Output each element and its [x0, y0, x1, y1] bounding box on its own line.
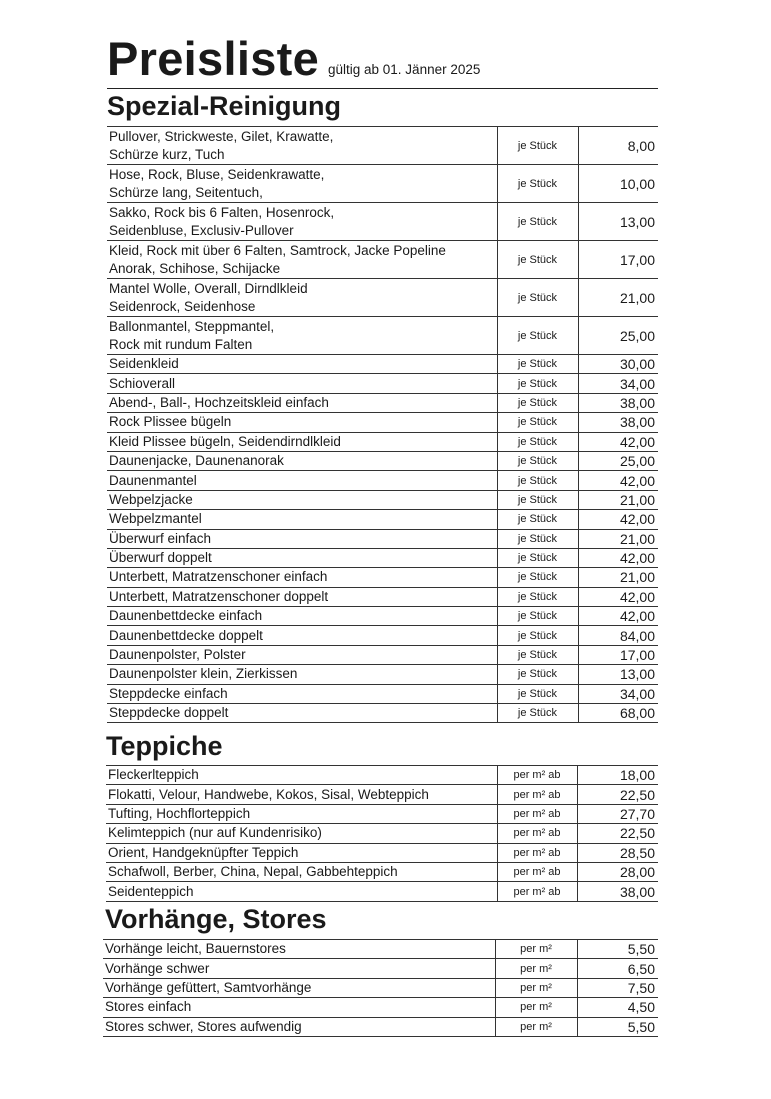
item-unit: je Stück [497, 587, 578, 606]
item-description [103, 959, 495, 978]
description-line: Seidenrock, Seidenhose [109, 298, 256, 314]
item-unit: je Stück [497, 413, 578, 432]
item-unit: je Stück [497, 607, 578, 626]
description-line: Ballonmantel, Steppmantel, [109, 318, 275, 334]
item-description [103, 978, 495, 997]
table-row [107, 548, 658, 567]
item-description [107, 241, 497, 279]
item-unit: per m² ab [497, 785, 577, 804]
item-price: 68,00 [578, 704, 658, 723]
table-row [106, 824, 658, 843]
item-unit: je Stück [497, 317, 578, 355]
item-price: 7,50 [577, 978, 658, 997]
item-price: 42,00 [578, 587, 658, 606]
item-unit: je Stück [497, 665, 578, 684]
table-row [107, 684, 658, 703]
item-price: 21,00 [578, 568, 658, 587]
item-price: 10,00 [578, 165, 658, 203]
description-line: Daunenpolster, Polster [109, 647, 246, 663]
description-line: Schafwoll, Berber, China, Nepal, Gabbehteppich [108, 864, 398, 880]
item-price: 27,70 [577, 804, 658, 823]
description-line: Steppdecke doppelt [109, 705, 229, 721]
description-line: Anorak, Schihose, Schijacke [109, 260, 281, 276]
item-unit: je Stück [497, 471, 578, 490]
item-price: 13,00 [578, 665, 658, 684]
description-line: Seidenbluse, Exclusiv-Pullover [109, 222, 294, 238]
item-unit: je Stück [497, 626, 578, 645]
description-line: Seidenkleid [109, 356, 179, 372]
item-price: 42,00 [578, 548, 658, 567]
table-row [103, 998, 658, 1017]
table-row [103, 940, 658, 959]
item-unit: je Stück [497, 355, 578, 374]
item-unit: per m² [495, 998, 577, 1017]
item-unit: per m² ab [497, 882, 577, 901]
item-price: 25,00 [578, 317, 658, 355]
description-line: Kleid, Rock mit über 6 Falten, Samtrock, Jacke Popeline [109, 242, 446, 258]
item-price: 17,00 [578, 645, 658, 664]
section-title-teppiche: Teppiche [106, 731, 223, 761]
item-price: 4,50 [577, 998, 658, 1017]
description-line: Kleid Plissee bügeln, Seidendirndlkleid [109, 433, 341, 449]
table-row [107, 665, 658, 684]
description-line: Daunenpolster klein, Zierkissen [109, 666, 298, 682]
table-row [107, 203, 658, 241]
item-price: 30,00 [578, 355, 658, 374]
table-row [107, 432, 658, 451]
item-description [107, 548, 497, 567]
item-price: 13,00 [578, 203, 658, 241]
item-unit: je Stück [497, 393, 578, 412]
item-unit: per m² ab [497, 766, 577, 785]
page-title: Preisliste [107, 32, 320, 85]
table-row [103, 1017, 658, 1036]
item-price: 42,00 [578, 607, 658, 626]
item-description [107, 393, 497, 412]
table-row [106, 882, 658, 901]
item-price: 34,00 [578, 374, 658, 393]
item-description [107, 607, 497, 626]
item-description [107, 568, 497, 587]
table-row [107, 607, 658, 626]
item-price: 18,00 [577, 766, 658, 785]
item-price: 17,00 [578, 241, 658, 279]
item-description [107, 203, 497, 241]
description-line: Schürze lang, Seitentuch, [109, 184, 263, 200]
item-unit: per m² ab [497, 804, 577, 823]
table-row [106, 804, 658, 823]
description-line: Stores schwer, Stores aufwendig [105, 1018, 302, 1034]
table-row [107, 279, 658, 317]
description-line: Daunenmantel [109, 472, 197, 488]
table-row [107, 393, 658, 412]
item-description [107, 704, 497, 723]
item-description [107, 127, 497, 165]
description-line: Daunenjacke, Daunenanorak [109, 453, 284, 469]
item-price: 42,00 [578, 432, 658, 451]
item-unit: per m² [495, 940, 577, 959]
item-unit: je Stück [497, 704, 578, 723]
item-description [107, 471, 497, 490]
table-row [107, 355, 658, 374]
item-price: 6,50 [577, 959, 658, 978]
table-row [106, 785, 658, 804]
table-row [107, 241, 658, 279]
item-unit: je Stück [497, 203, 578, 241]
item-price: 21,00 [578, 490, 658, 509]
item-description [107, 317, 497, 355]
description-line: Vorhänge gefüttert, Samtvorhänge [105, 979, 312, 995]
item-description [107, 374, 497, 393]
item-unit: per m² ab [497, 843, 577, 862]
item-unit: per m² [495, 1017, 577, 1036]
item-description [106, 785, 497, 804]
description-line: Fleckerlteppich [108, 767, 199, 783]
item-price: 5,50 [577, 940, 658, 959]
item-unit: je Stück [497, 568, 578, 587]
table-row [103, 959, 658, 978]
table-row [107, 471, 658, 490]
item-price: 38,00 [578, 413, 658, 432]
item-description [107, 432, 497, 451]
item-unit: per m² [495, 959, 577, 978]
item-unit: je Stück [497, 451, 578, 470]
item-description [107, 451, 497, 470]
table-row [106, 766, 658, 785]
item-unit: je Stück [497, 432, 578, 451]
description-line: Sakko, Rock bis 6 Falten, Hosenrock, [109, 204, 335, 220]
table-row [107, 587, 658, 606]
description-line: Unterbett, Matratzenschoner doppelt [109, 588, 329, 604]
item-description [106, 882, 497, 901]
item-price: 84,00 [578, 626, 658, 645]
section-title-spezial-reinigung: Spezial-Reinigung [107, 91, 342, 121]
table-row [107, 451, 658, 470]
description-line: Seidenteppich [108, 883, 194, 899]
header [107, 30, 658, 89]
table-row [107, 529, 658, 548]
item-description [103, 1017, 495, 1036]
item-description [106, 843, 497, 862]
section-title-vorhaenge-stores: Vorhänge, Stores [105, 904, 327, 934]
table-row [107, 626, 658, 645]
item-description [107, 413, 497, 432]
description-line: Kelimteppich (nur auf Kundenrisiko) [108, 825, 322, 841]
description-line: Tufting, Hochflorteppich [108, 805, 251, 821]
description-line: Rock mit rundum Falten [109, 336, 253, 352]
item-description [103, 940, 495, 959]
description-line: Schioverall [109, 375, 176, 391]
description-line: Webpelzmantel [109, 511, 202, 527]
item-unit: je Stück [497, 548, 578, 567]
item-unit: je Stück [497, 684, 578, 703]
item-unit: je Stück [497, 279, 578, 317]
description-line: Vorhänge leicht, Bauernstores [105, 941, 286, 957]
table-row [107, 165, 658, 203]
description-line: Vorhänge schwer [105, 960, 210, 976]
item-unit: je Stück [497, 374, 578, 393]
description-line: Daunenbettdecke doppelt [109, 627, 263, 643]
price-table-vorhaenge-stores [103, 939, 658, 1037]
item-price: 34,00 [578, 684, 658, 703]
description-line: Rock Plissee bügeln [109, 414, 232, 430]
item-unit: je Stück [497, 127, 578, 165]
description-line: Unterbett, Matratzenschoner einfach [109, 569, 328, 585]
item-unit: je Stück [497, 645, 578, 664]
description-line: Schürze kurz, Tuch [109, 146, 225, 162]
item-unit: je Stück [497, 510, 578, 529]
item-description [103, 998, 495, 1017]
item-unit: je Stück [497, 490, 578, 509]
item-price: 42,00 [578, 510, 658, 529]
item-price: 22,50 [577, 785, 658, 804]
item-description [106, 804, 497, 823]
description-line: Stores einfach [105, 999, 192, 1015]
table-row [107, 413, 658, 432]
item-unit: je Stück [497, 241, 578, 279]
item-description [106, 766, 497, 785]
item-price: 8,00 [578, 127, 658, 165]
table-row [107, 704, 658, 723]
table-row [107, 645, 658, 664]
item-price: 28,00 [577, 862, 658, 881]
item-price: 38,00 [578, 393, 658, 412]
item-description [107, 355, 497, 374]
description-line: Überwurf doppelt [109, 550, 212, 566]
description-line: Überwurf einfach [109, 530, 212, 546]
table-row [107, 317, 658, 355]
table-row [107, 490, 658, 509]
item-price: 42,00 [578, 471, 658, 490]
valid-from-note: gültig ab 01. Jänner 2025 [328, 62, 481, 77]
description-line: Orient, Handgeknüpfter Teppich [108, 844, 299, 860]
table-row [103, 978, 658, 997]
description-line: Mantel Wolle, Overall, Dirndlkleid [109, 280, 308, 296]
description-line: Abend-, Ball-, Hochzeitskleid einfach [109, 394, 329, 410]
price-table-teppiche [106, 765, 658, 902]
item-price: 28,50 [577, 843, 658, 862]
item-unit: je Stück [497, 529, 578, 548]
description-line: Flokatti, Velour, Handwebe, Kokos, Sisal, Webteppich [108, 786, 429, 802]
item-description [107, 279, 497, 317]
table-row [107, 374, 658, 393]
item-price: 21,00 [578, 529, 658, 548]
description-line: Webpelzjacke [109, 491, 193, 507]
item-price: 25,00 [578, 451, 658, 470]
item-unit: per m² ab [497, 862, 577, 881]
item-price: 5,50 [577, 1017, 658, 1036]
description-line: Daunenbettdecke einfach [109, 608, 263, 624]
item-description [106, 824, 497, 843]
table-row [107, 510, 658, 529]
item-price: 22,50 [577, 824, 658, 843]
item-description [106, 862, 497, 881]
description-line: Hose, Rock, Bluse, Seidenkrawatte, [109, 166, 325, 182]
item-description [107, 587, 497, 606]
item-price: 38,00 [577, 882, 658, 901]
description-line: Steppdecke einfach [109, 685, 228, 701]
item-unit: per m² [495, 978, 577, 997]
item-description [107, 165, 497, 203]
item-description [107, 645, 497, 664]
item-description [107, 529, 497, 548]
item-unit: per m² ab [497, 824, 577, 843]
item-description [107, 626, 497, 645]
table-row [106, 843, 658, 862]
table-row [107, 127, 658, 165]
item-description [107, 510, 497, 529]
table-row [107, 568, 658, 587]
item-description [107, 665, 497, 684]
item-unit: je Stück [497, 165, 578, 203]
description-line: Pullover, Strickweste, Gilet, Krawatte, [109, 128, 334, 144]
table-row [106, 862, 658, 881]
item-description [107, 684, 497, 703]
item-description [107, 490, 497, 509]
price-table-spezial-reinigung [107, 126, 658, 723]
item-price: 21,00 [578, 279, 658, 317]
